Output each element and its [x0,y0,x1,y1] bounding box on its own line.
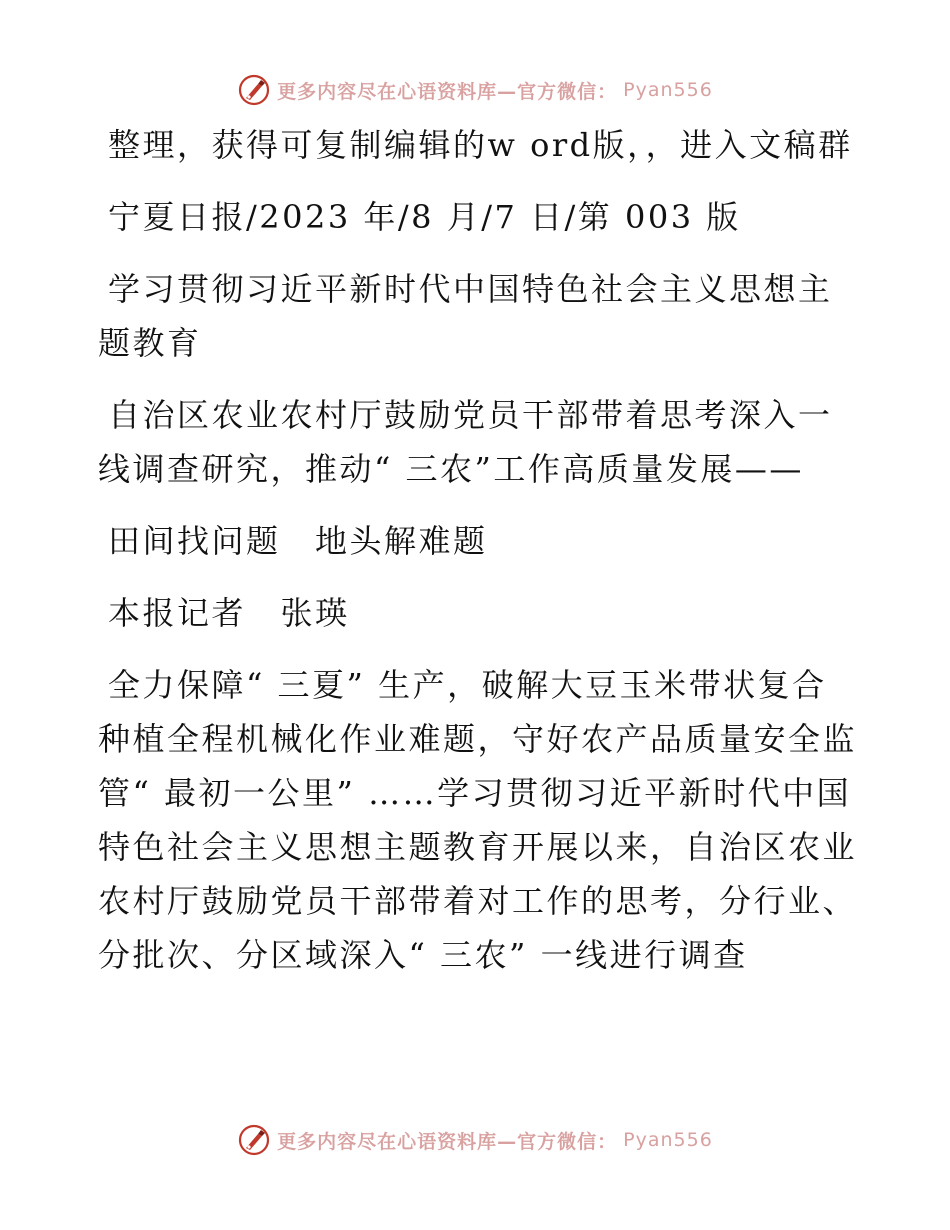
document-paragraph: 宁夏日报/2023 年/8 月/7 日/第 003 版 [108,198,741,236]
watermark-account-text: Pyan556 [623,1129,713,1151]
document-paragraph: 田间找问题 地头解难题 [108,522,488,560]
document-paragraph: 本报记者 张瑛 [108,594,350,632]
pen-nib-circle-icon [237,73,271,107]
watermark-brand-text: 更多内容尽在心语资料库—官方微信： [277,80,618,103]
watermark-account-text: Pyan556 [623,79,713,101]
document-paragraph: 学习贯彻习近平新时代中国特色社会主义思想主题教育 [98,270,833,362]
document-paragraph: 整理，获得可复制编辑的w ord版，，进入文稿群 [108,126,853,164]
document-paragraph: 自治区农业农村厅鼓励党员干部带着思考深入一线调查研究，推动“ 三农”工作高质量发展—— [98,396,833,488]
document-paragraph: 全力保障“ 三夏” 生产，破解大豆玉米带状复合种植全程机械化作业难题，守好农产品质量安全监管“ 最初一公里” ……学习贯彻习近平新时代中国特色社会主义思想主题教育开展以来，自治区农业农村厅鼓励党员干部带着对工作的思考，分行业、分批次、分区域深入“ 三农” 一线进行调查 [98,666,858,974]
pen-nib-circle-icon [237,1123,271,1157]
footer-watermark [0,1120,950,1160]
document-body [98,118,858,1000]
header-watermark [0,70,950,110]
watermark-brand-text: 更多内容尽在心语资料库—官方微信： [277,1130,618,1153]
